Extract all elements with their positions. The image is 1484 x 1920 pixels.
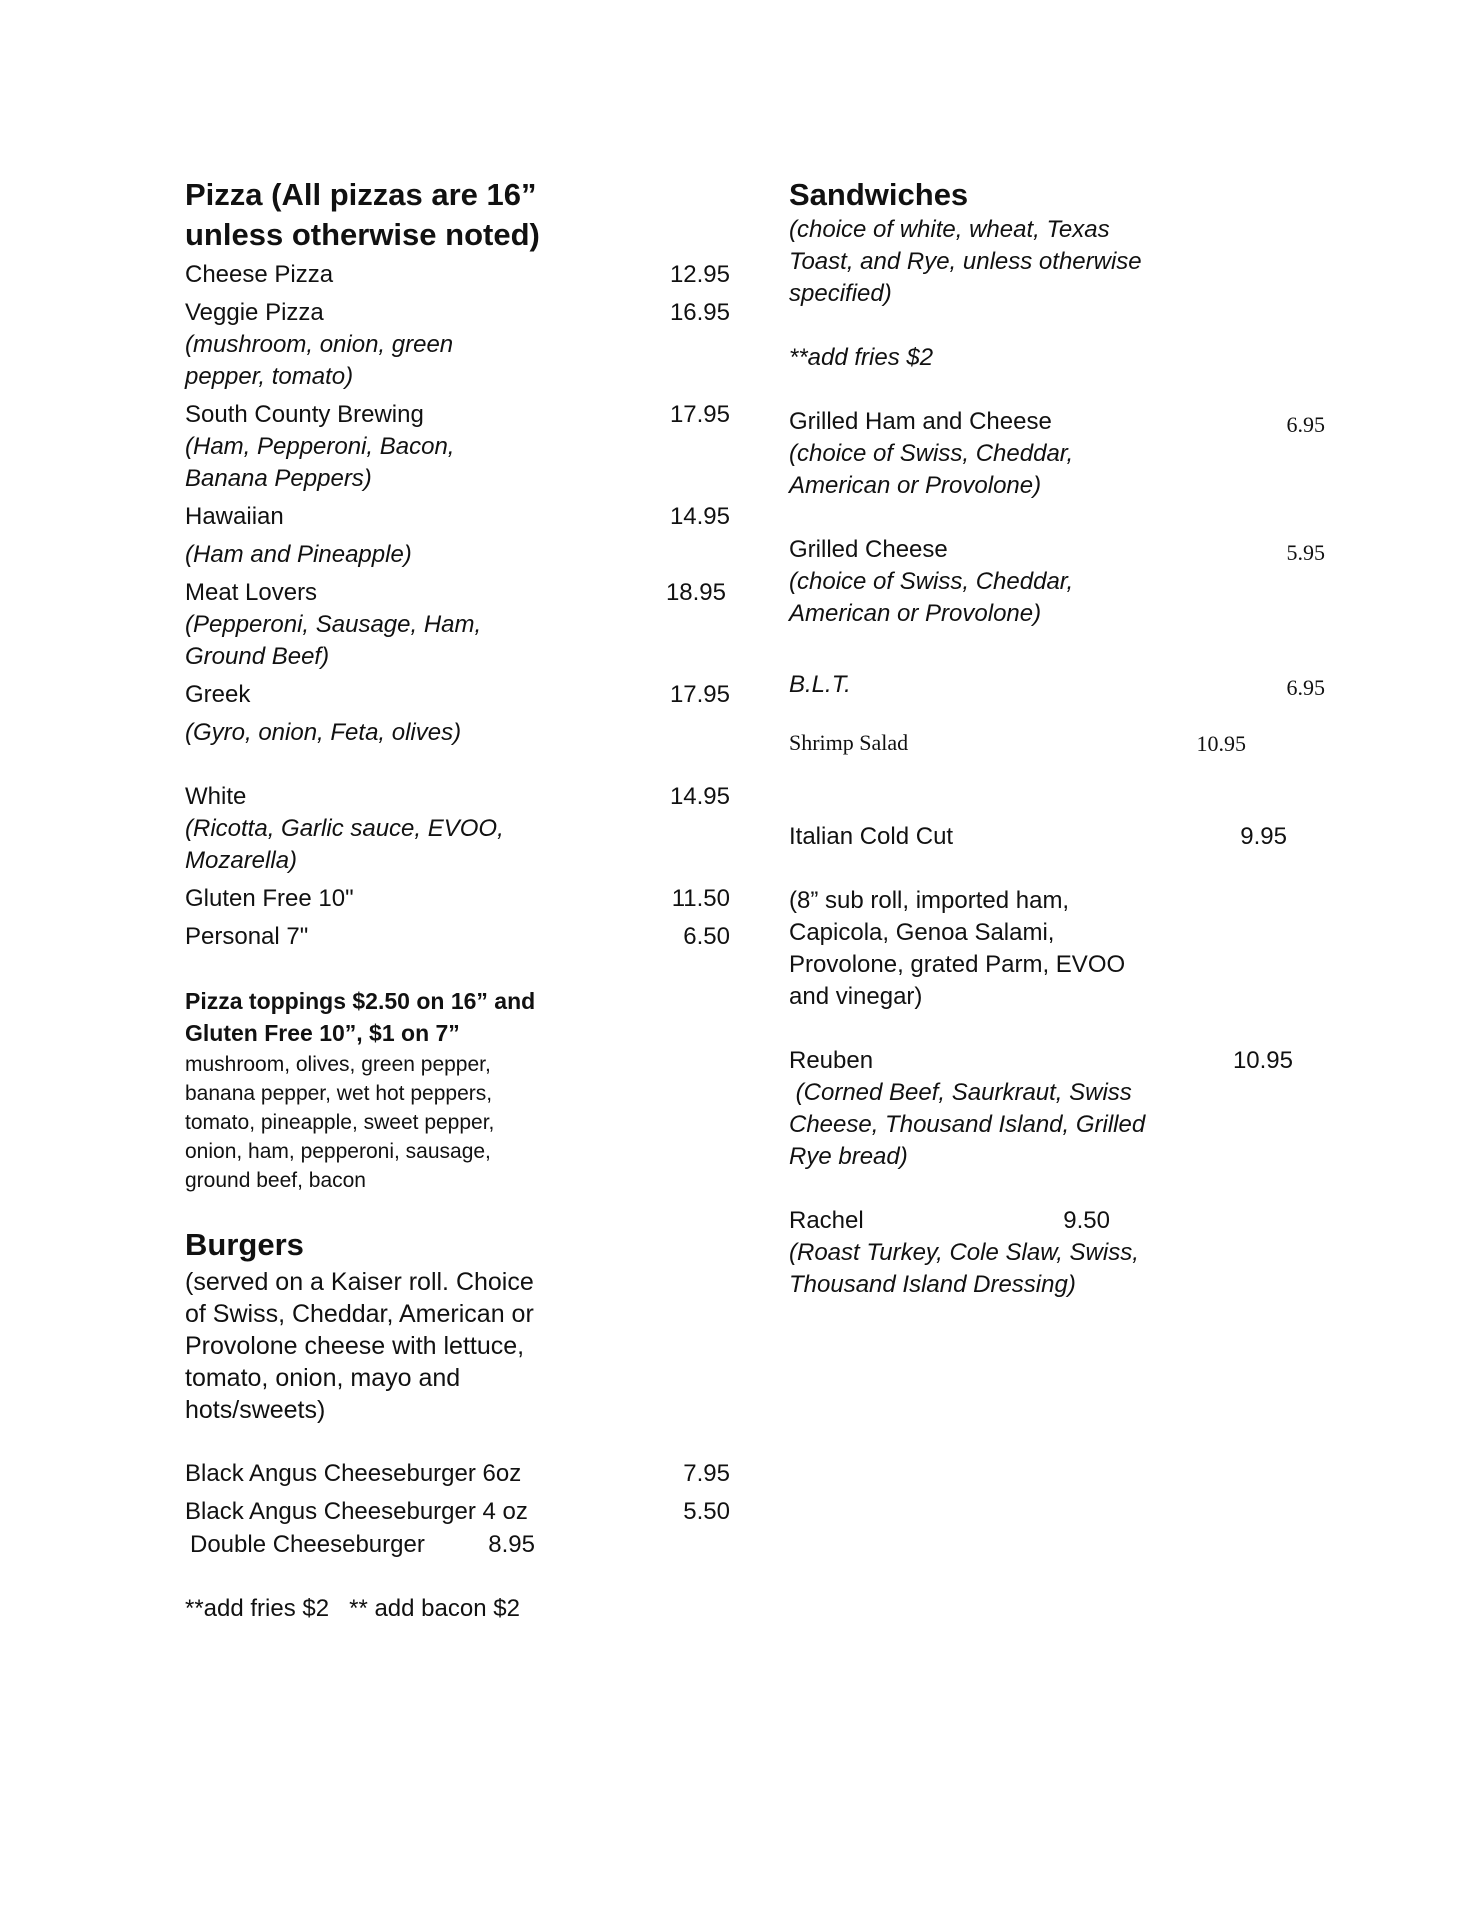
sandwich-item-price: 10.95 bbox=[1232, 1047, 1293, 1074]
pizza-item-price: 17.95 bbox=[669, 681, 730, 708]
burgers-title: Burgers bbox=[185, 1227, 304, 1262]
toppings-list-line: onion, ham, pepperoni, sausage, bbox=[185, 1140, 491, 1163]
burgers-desc-line: tomato, onion, mayo and bbox=[185, 1364, 461, 1392]
sandwich-item-price: 9.95 bbox=[1240, 823, 1287, 850]
pizza-item-name: Cheese Pizza bbox=[185, 261, 334, 288]
sandwich-item-desc: Capicola, Genoa Salami, bbox=[789, 919, 1055, 946]
pizza-item-price: 14.95 bbox=[669, 503, 730, 530]
sandwich-item-name: Reuben bbox=[789, 1047, 874, 1074]
burger-item-price: 8.95 bbox=[488, 1531, 535, 1558]
sandwich-item-desc: Cheese, Thousand Island, Grilled bbox=[789, 1111, 1146, 1138]
pizza-item-name: Meat Lovers bbox=[185, 579, 318, 606]
sandwich-item-name: B.L.T. bbox=[789, 671, 851, 698]
pizza-title-line-1: Pizza (All pizzas are 16” bbox=[185, 177, 537, 212]
pizza-item-price: 11.50 bbox=[671, 885, 730, 912]
burger-item-price: 5.50 bbox=[683, 1498, 730, 1525]
sandwich-item-desc: and vinegar) bbox=[789, 983, 923, 1010]
burger-item-name: Black Angus Cheeseburger 6oz bbox=[185, 1460, 522, 1487]
pizza-item-price: 18.95 bbox=[665, 579, 726, 606]
pizza-title-line-2: unless otherwise noted) bbox=[185, 217, 540, 252]
pizza-item-price: 16.95 bbox=[669, 299, 730, 326]
pizza-item-price: 14.95 bbox=[669, 783, 730, 810]
sandwich-item-name: Grilled Cheese bbox=[789, 536, 948, 563]
sandwich-item-desc: (choice of Swiss, Cheddar, bbox=[789, 440, 1074, 467]
burgers-desc-line: of Swiss, Cheddar, American or bbox=[185, 1300, 534, 1328]
pizza-item-desc: (mushroom, onion, green bbox=[185, 331, 454, 358]
sandwiches-desc-line: (choice of white, wheat, Texas bbox=[789, 216, 1110, 243]
pizza-item-price: 6.50 bbox=[683, 923, 730, 950]
sandwich-item-name: Italian Cold Cut bbox=[789, 823, 954, 850]
sandwich-item-price: 5.95 bbox=[1286, 540, 1325, 565]
toppings-title-line-2: Gluten Free 10”, $1 on 7” bbox=[185, 1020, 460, 1046]
sandwich-item-price: 9.50 bbox=[1063, 1207, 1110, 1234]
sandwich-item-desc: American or Provolone) bbox=[789, 472, 1042, 499]
sandwich-item-desc: (Roast Turkey, Cole Slaw, Swiss, bbox=[789, 1239, 1139, 1266]
pizza-item-name: White bbox=[185, 783, 247, 810]
sandwiches-desc-line: specified) bbox=[789, 280, 892, 307]
toppings-list-line: mushroom, olives, green pepper, bbox=[185, 1053, 491, 1076]
sandwiches-title: Sandwiches bbox=[789, 177, 969, 212]
toppings-list-line: ground beef, bacon bbox=[185, 1169, 366, 1192]
sandwich-item-price: 10.95 bbox=[1196, 731, 1246, 756]
sandwich-item-name: Shrimp Salad bbox=[789, 730, 909, 755]
sandwich-item-desc: Thousand Island Dressing) bbox=[789, 1271, 1076, 1298]
pizza-item-price: 12.95 bbox=[669, 261, 730, 288]
sandwiches-desc-line: Toast, and Rye, unless otherwise bbox=[789, 248, 1142, 275]
pizza-item-desc: Banana Peppers) bbox=[185, 465, 372, 492]
sandwich-item-desc: (8” sub roll, imported ham, bbox=[789, 887, 1070, 914]
pizza-item-desc: (Ham and Pineapple) bbox=[185, 541, 412, 568]
burger-item-price: 7.95 bbox=[683, 1460, 730, 1487]
pizza-item-name: South County Brewing bbox=[185, 401, 424, 428]
burgers-desc-line: hots/sweets) bbox=[185, 1396, 326, 1424]
sandwich-item-desc: (Corned Beef, Saurkraut, Swiss bbox=[789, 1079, 1132, 1106]
sandwich-item-price: 6.95 bbox=[1286, 675, 1325, 700]
sandwich-item-price: 6.95 bbox=[1286, 412, 1325, 437]
pizza-item-desc: Ground Beef) bbox=[185, 643, 330, 670]
burgers-desc-line: (served on a Kaiser roll. Choice bbox=[185, 1268, 534, 1296]
toppings-list-line: banana pepper, wet hot peppers, bbox=[185, 1082, 493, 1105]
burger-item-name: Black Angus Cheeseburger 4 oz bbox=[185, 1498, 528, 1525]
sandwich-item-name: Rachel bbox=[789, 1207, 864, 1234]
pizza-item-name: Hawaiian bbox=[185, 503, 284, 530]
pizza-item-name: Veggie Pizza bbox=[185, 299, 324, 326]
pizza-item-name: Greek bbox=[185, 681, 251, 708]
sandwich-item-desc: Rye bread) bbox=[789, 1143, 908, 1170]
pizza-item-desc: (Gyro, onion, Feta, olives) bbox=[185, 719, 462, 746]
pizza-item-desc: (Ricotta, Garlic sauce, EVOO, bbox=[185, 815, 504, 842]
pizza-item-name: Personal 7" bbox=[185, 923, 309, 950]
sandwich-item-name: Grilled Ham and Cheese bbox=[789, 408, 1052, 435]
sandwich-item-desc: Provolone, grated Parm, EVOO bbox=[789, 951, 1126, 978]
burgers-addons: **add fries $2 ** add bacon $2 bbox=[185, 1595, 520, 1622]
sandwiches-add-fries: **add fries $2 bbox=[789, 344, 934, 371]
toppings-title-line-1: Pizza toppings $2.50 on 16” and bbox=[185, 988, 536, 1014]
sandwich-item-desc: (choice of Swiss, Cheddar, bbox=[789, 568, 1074, 595]
pizza-item-name: Gluten Free 10" bbox=[185, 885, 354, 912]
sandwich-item-desc: American or Provolone) bbox=[789, 600, 1042, 627]
pizza-item-desc: pepper, tomato) bbox=[185, 363, 354, 390]
toppings-list-line: tomato, pineapple, sweet pepper, bbox=[185, 1111, 495, 1134]
burgers-desc-line: Provolone cheese with lettuce, bbox=[185, 1332, 525, 1360]
pizza-item-desc: (Pepperoni, Sausage, Ham, bbox=[185, 611, 482, 638]
pizza-item-desc: (Ham, Pepperoni, Bacon, bbox=[185, 433, 455, 460]
pizza-item-price: 17.95 bbox=[669, 401, 730, 428]
burger-item-name: Double Cheeseburger bbox=[190, 1531, 425, 1558]
pizza-item-desc: Mozarella) bbox=[185, 847, 298, 874]
